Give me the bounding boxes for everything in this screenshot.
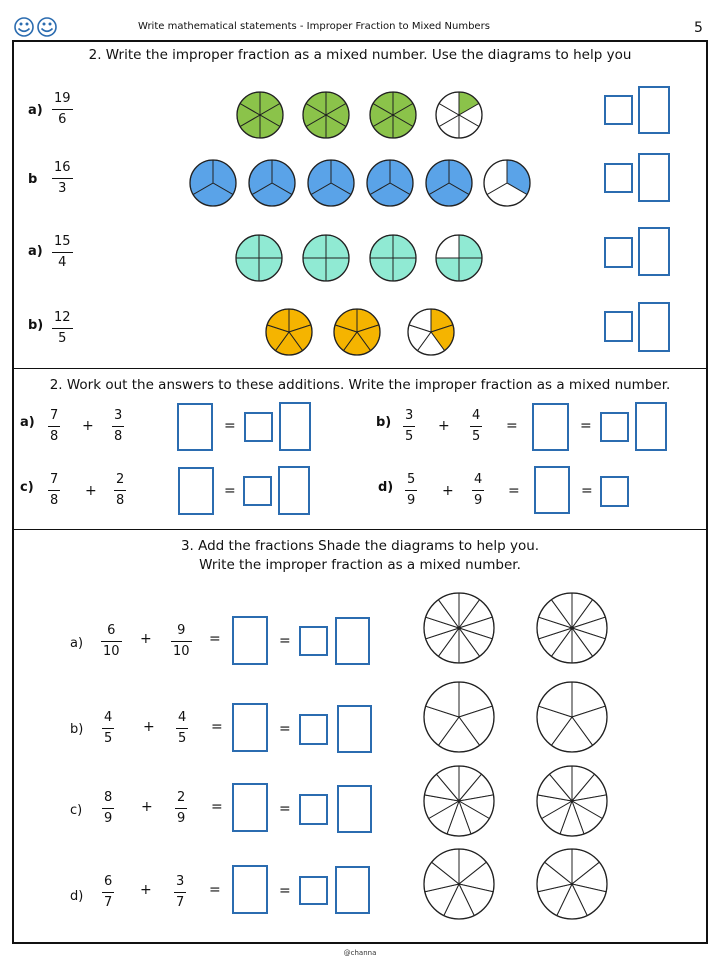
worksheet-title: Write mathematical statements - Improper Fraction to Mixed Numbers <box>138 21 490 32</box>
s3-c-fraction2 <box>175 790 187 827</box>
s3-d-improper-box[interactable] <box>232 865 268 914</box>
s1-row3-circle-3 <box>370 235 416 281</box>
denominator: 7 <box>104 895 113 910</box>
s3-a-improper-box[interactable] <box>232 616 268 665</box>
s2-b-fraction-box[interactable] <box>635 402 667 451</box>
denominator: 5 <box>58 331 67 346</box>
s3-b-whole-box[interactable] <box>299 714 328 745</box>
s1-row4-fraction <box>52 310 73 347</box>
s2-c-label: c) <box>20 480 34 495</box>
s1-row2-circle-4 <box>367 160 413 206</box>
numerator: 6 <box>104 874 113 889</box>
s2-a-fraction1 <box>48 408 60 445</box>
numerator: 12 <box>54 310 71 325</box>
s1-row1-fraction-box[interactable] <box>638 86 670 134</box>
denominator: 10 <box>103 644 120 659</box>
s2-a-label: a) <box>20 415 35 430</box>
denominator: 5 <box>104 731 113 746</box>
denominator: 9 <box>474 493 483 508</box>
numerator: 3 <box>114 408 123 423</box>
s1-row2-fraction-box[interactable] <box>638 153 670 202</box>
s1-row3-label: a) <box>28 244 43 259</box>
s3-b-fraction2 <box>176 710 188 747</box>
denominator: 7 <box>176 895 185 910</box>
numerator: 7 <box>50 472 59 487</box>
equals-sign: = <box>279 721 291 737</box>
equals-sign: = <box>279 633 291 649</box>
numerator: 15 <box>54 234 71 249</box>
numerator: 4 <box>104 710 113 725</box>
s2-c-fraction2 <box>114 472 126 509</box>
denominator: 9 <box>104 811 113 826</box>
denominator: 8 <box>50 493 59 508</box>
numerator: 3 <box>405 408 414 423</box>
s3-c-circle-1 <box>424 766 494 836</box>
denominator: 5 <box>178 731 187 746</box>
s2-c-fraction1 <box>48 472 60 509</box>
numerator: 4 <box>472 408 481 423</box>
s3-a-fraction-box[interactable] <box>335 617 370 665</box>
s3-c-fraction1 <box>102 790 114 827</box>
denominator: 4 <box>58 255 67 270</box>
s1-row4-fraction-box[interactable] <box>638 302 670 352</box>
numerator: 19 <box>54 91 71 106</box>
s1-row2-circle-1 <box>190 160 236 206</box>
s1-row3-circle-4 <box>436 235 482 281</box>
plus-sign: + <box>82 418 94 434</box>
s3-a-whole-box[interactable] <box>299 626 328 656</box>
s3-a-label: a) <box>70 636 84 651</box>
equals-sign: = <box>224 418 236 434</box>
s3-b-improper-box[interactable] <box>232 703 268 752</box>
s1-row1-circle-2 <box>303 92 349 138</box>
denominator: 8 <box>50 429 59 444</box>
s3-d-label: d) <box>70 889 84 904</box>
equals-sign: = <box>224 483 236 499</box>
s1-row4-circle-3 <box>408 309 454 355</box>
equals-sign: = <box>580 418 592 434</box>
s1-row4-label: b) <box>28 318 44 333</box>
s1-row1-circle-1 <box>237 92 283 138</box>
numerator: 16 <box>54 160 71 175</box>
denominator: 10 <box>173 644 190 659</box>
s2-a-whole-box[interactable] <box>244 412 273 442</box>
s3-a-fraction1 <box>101 623 122 660</box>
s2-d-label: d) <box>378 480 394 495</box>
denominator: 9 <box>177 811 186 826</box>
s2-b-label: b) <box>376 415 392 430</box>
s1-row1-whole-box[interactable] <box>604 95 633 125</box>
denominator: 5 <box>405 429 414 444</box>
s1-row1-circle-3 <box>370 92 416 138</box>
section3-title-line1: 3. Add the fractions Shade the diagrams to help you. <box>180 538 540 554</box>
numerator: 8 <box>104 790 113 805</box>
s3-a-circle-2 <box>537 593 607 663</box>
s1-row3-circle-2 <box>303 235 349 281</box>
s3-c-whole-box[interactable] <box>299 794 328 825</box>
plus-sign: + <box>143 719 155 735</box>
s3-c-fraction-box[interactable] <box>337 785 372 833</box>
plus-sign: + <box>140 631 152 647</box>
equals-sign: = <box>211 719 223 735</box>
equals-sign: = <box>209 631 221 647</box>
plus-sign: + <box>442 483 454 499</box>
numerator: 2 <box>116 472 125 487</box>
numerator: 5 <box>407 472 416 487</box>
plus-sign: + <box>140 882 152 898</box>
numerator: 2 <box>177 790 186 805</box>
s2-a-fraction2 <box>112 408 124 445</box>
denominator: 5 <box>472 429 481 444</box>
numerator: 4 <box>474 472 483 487</box>
plus-sign: + <box>85 483 97 499</box>
equals-sign: = <box>279 801 291 817</box>
s1-row3-fraction-box[interactable] <box>638 227 670 276</box>
s3-c-label: c) <box>70 803 83 818</box>
s1-row2-circle-2 <box>249 160 295 206</box>
s2-a-fraction-box[interactable] <box>279 402 311 451</box>
s1-row2-whole-box[interactable] <box>604 163 633 193</box>
s2-d-improper-box[interactable] <box>534 466 570 514</box>
s1-row2-circle-6 <box>484 160 530 206</box>
s1-row4-circle-1 <box>266 309 312 355</box>
s3-b-circle-2 <box>537 682 607 752</box>
s1-row3-fraction <box>52 234 73 271</box>
plus-sign: + <box>141 799 153 815</box>
s2-d-whole-box[interactable] <box>600 476 629 507</box>
s1-row2-circle-5 <box>426 160 472 206</box>
s3-b-circle-1 <box>424 682 494 752</box>
equals-sign: = <box>209 882 221 898</box>
s1-row2-label: b <box>28 172 38 187</box>
s3-c-circle-2 <box>537 766 607 836</box>
denominator: 9 <box>407 493 416 508</box>
numerator: 6 <box>107 623 116 638</box>
s1-row4-whole-box[interactable] <box>604 311 633 342</box>
equals-sign: = <box>581 483 593 499</box>
equals-sign: = <box>506 418 518 434</box>
s2-d-fraction2 <box>472 472 484 509</box>
s2-c-whole-box[interactable] <box>243 476 272 506</box>
denominator: 8 <box>114 429 123 444</box>
s3-d-fraction2 <box>174 874 186 911</box>
plus-sign: + <box>438 418 450 434</box>
equals-sign: = <box>508 483 520 499</box>
s2-d-fraction1 <box>405 472 417 509</box>
page-number: 5 <box>694 20 703 36</box>
s3-b-fraction-box[interactable] <box>337 705 372 753</box>
s3-a-fraction2 <box>171 623 192 660</box>
numerator: 7 <box>50 408 59 423</box>
section1-title: 2. Write the improper fraction as a mixed number. Use the diagrams to help you <box>88 47 632 63</box>
s1-row3-circle-1 <box>236 235 282 281</box>
numerator: 4 <box>178 710 187 725</box>
s2-b-fraction1 <box>403 408 415 445</box>
s3-d-fraction1 <box>102 874 114 911</box>
s3-d-whole-box[interactable] <box>299 876 328 905</box>
s1-row2-circle-3 <box>308 160 354 206</box>
equals-sign: = <box>279 883 291 899</box>
s3-a-circle-1 <box>424 593 494 663</box>
s3-d-circle-1 <box>424 849 494 919</box>
denominator: 8 <box>116 493 125 508</box>
s3-b-label: b) <box>70 722 84 737</box>
s2-c-fraction-box[interactable] <box>278 466 310 515</box>
s2-c-improper-box[interactable] <box>178 467 214 515</box>
s3-c-improper-box[interactable] <box>232 783 268 832</box>
s1-row2-fraction <box>52 160 73 197</box>
s1-row3-whole-box[interactable] <box>604 237 633 268</box>
denominator: 3 <box>58 181 67 196</box>
s1-row4-circle-2 <box>334 309 380 355</box>
denominator: 6 <box>58 112 67 127</box>
numerator: 9 <box>177 623 186 638</box>
s3-b-fraction1 <box>102 710 114 747</box>
s1-row1-circle-4 <box>436 92 482 138</box>
section3-title-line2: Write the improper fraction as a mixed number. <box>199 557 521 573</box>
s2-a-improper-box[interactable] <box>177 403 213 451</box>
footer-credit: @channa <box>343 949 377 957</box>
equals-sign: = <box>211 799 223 815</box>
s2-b-improper-box[interactable] <box>532 403 569 451</box>
s2-b-fraction2 <box>470 408 482 445</box>
numerator: 3 <box>176 874 185 889</box>
s3-d-fraction-box[interactable] <box>335 866 370 914</box>
section2-title: 2. Work out the answers to these additions. Write the improper fraction as a mixed number. <box>49 377 671 393</box>
s1-row1-fraction <box>52 91 73 128</box>
s1-row1-label: a) <box>28 103 43 118</box>
s3-d-circle-2 <box>537 849 607 919</box>
s2-b-whole-box[interactable] <box>600 412 629 442</box>
